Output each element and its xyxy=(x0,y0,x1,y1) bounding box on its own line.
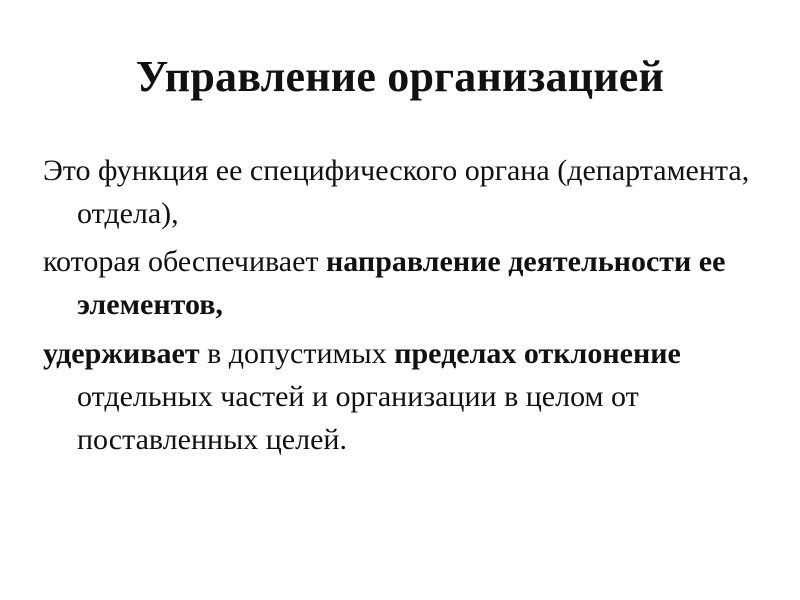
text-run-bold: направление деятельности ее элементов, xyxy=(77,245,726,321)
slide-body xyxy=(43,149,783,467)
text-run-bold: удерживает xyxy=(43,337,200,370)
text-run: отдельных частей и организации в целом от поставленных целей. xyxy=(77,380,639,456)
paragraph-definition xyxy=(43,149,783,235)
text-run: в допустимых xyxy=(199,337,395,370)
text-run-bold: пределах отклонение xyxy=(394,337,681,370)
text-run: которая обеспечивает xyxy=(43,245,327,278)
text-run: Это функция ее специфического органа (департамента, отдела), xyxy=(43,154,750,230)
paragraph-provides-direction xyxy=(43,240,783,326)
slide-title: Управление организацией xyxy=(135,52,665,101)
paragraph-keeps-deviation xyxy=(43,332,783,461)
